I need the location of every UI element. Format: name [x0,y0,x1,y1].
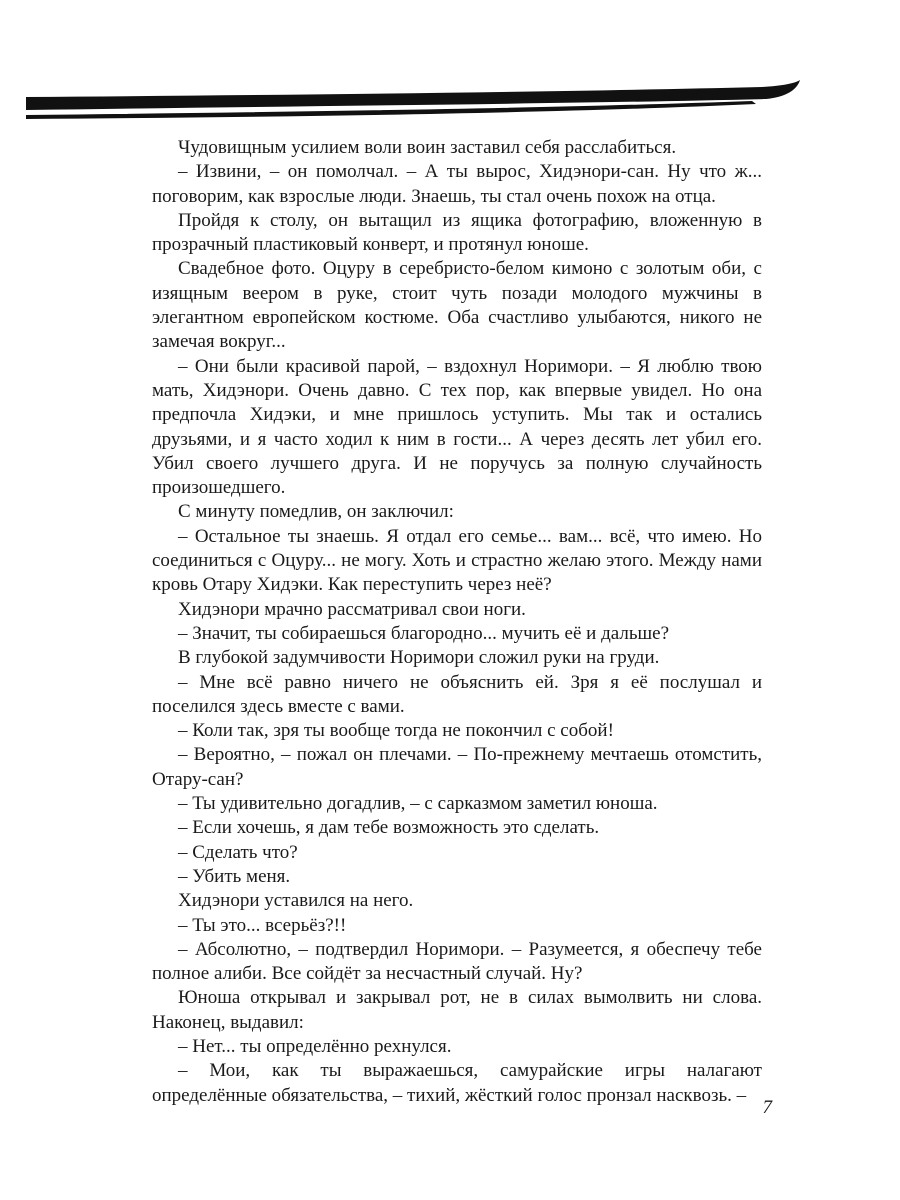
paragraph: С минуту помедлив, он заключил: [178,501,454,523]
paragraph: – Остальное ты знаешь. Я отдал его семье... вам... всё, что имею. Но соединиться с Оцуру... не могу. Хоть и страстно желаю этого. Между нами кровь Отару Хидэки. Как переступить через неё? [152,525,762,596]
paragraph: Чудовищным усилием воли воин заставил себя расслабиться. [178,137,677,158]
paragraph: В глубокой задумчивости Норимори сложил руки на груди. [178,647,660,669]
paragraph: Свадебное фото. Оцуру в серебристо-белом кимоно с золотым оби, с изящным веером в руке, стоит чуть позади молодого мужчины в элегантном европейском костюме. Оба счастливо улыбаются, никого не замечая вокруг... [152,258,762,353]
paragraph: – Они были красивой парой, – вздохнул Норимори. – Я люблю твою мать, Хидэнори. Очень давно. С тех пор, как впервые увидел. Но она предпочла Хидэки, и мне пришлось уступить. Мы так и остались друзьями, и я часто ходил к ним в гости... А через десять лет убил его. Убил своего лучшего друга. И не поручусь за полную случайность произошедшего. [152,355,762,499]
page-number: 7 [762,1097,772,1118]
paragraph: – Убить меня. [178,865,291,887]
paragraph: – Если хочешь, я дам тебе возможность это сделать. [178,817,600,839]
paragraph: – Абсолютно, – подтвердил Норимори. – Разумеется, я обеспечу тебе полное алиби. Все сойдёт за несчастный случай. Ну? [152,938,762,985]
paragraph: – Нет... ты определённо рехнулся. [178,1035,452,1057]
paragraph: – Коли так, зря ты вообще тогда не покончил с собой! [178,720,614,742]
paragraph: – Мои, как ты выражаешься, самурайские игры налагают определённые обязательства, – тихий, жёсткий голос пронзал насквозь. – [152,1060,762,1106]
paragraph: – Сделать что? [178,841,298,863]
paragraph: – Значит, ты собираешься благородно... мучить её и дальше? [178,622,670,644]
paragraph: – Мне всё равно ничего не объяснить ей. Зря я её послушал и поселился здесь вместе с вами. [152,671,762,717]
paragraph: – Вероятно, – пожал он плечами. – По-прежнему мечтаешь отомстить, Отару-сан? [152,744,762,790]
paragraph: – Извини, – он помолчал. – А ты вырос, Хидэнори-сан. Ну что ж... поговорим, как взрослые люди. Знаешь, ты стал очень похож на отца. [152,161,762,207]
paragraph: – Ты удивительно догадлив, – с сарказмом заметил юноша. [178,793,658,815]
page-body [152,136,762,1108]
header-ornament [0,0,900,130]
paragraph: Юноша открывал и закрывал рот, не в силах вымолвить ни слова. Наконец, выдавил: [152,987,762,1033]
paragraph: Хидэнори мрачно рассматривал свои ноги. [178,598,526,620]
paragraph: Пройдя к столу, он вытащил из ящика фотографию, вложенную в прозрачный пластиковый конверт, и протянул юноше. [152,209,762,256]
paragraph: – Ты это... всерьёз?!! [178,914,347,936]
paragraph: Хидэнори уставился на него. [178,890,414,912]
